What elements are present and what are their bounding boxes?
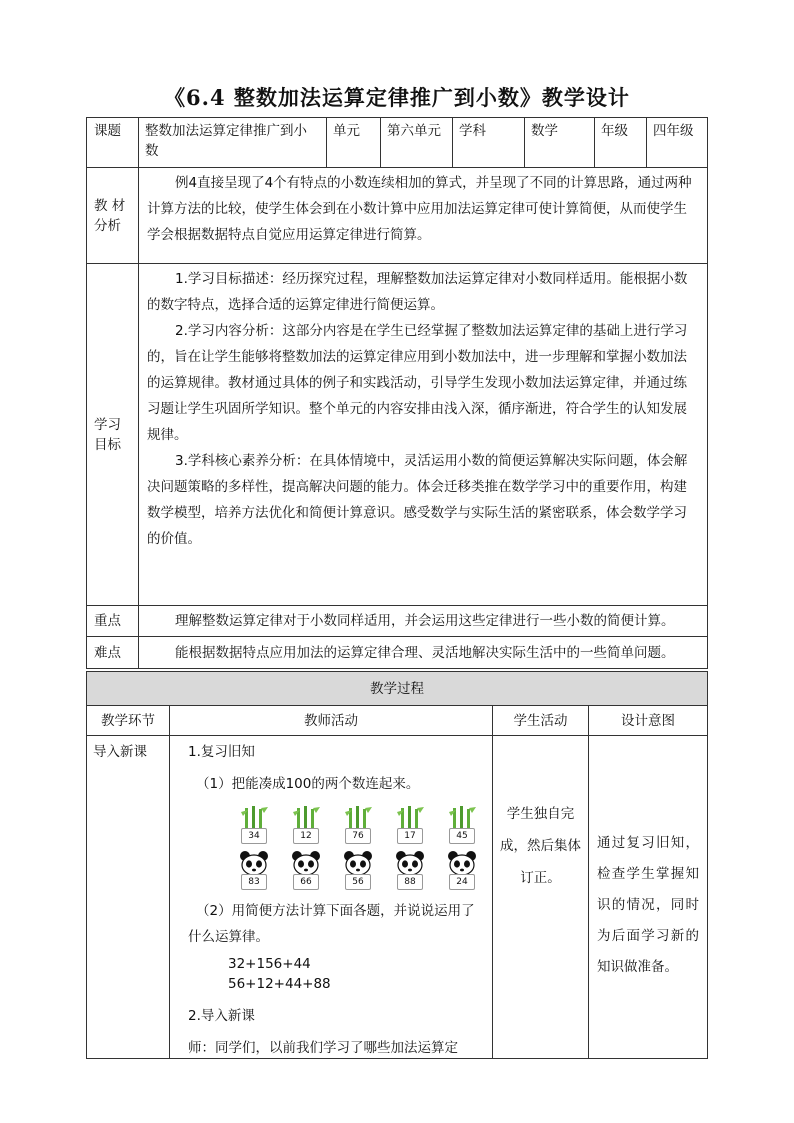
- intro-heading: 2.导入新课: [188, 1008, 255, 1024]
- bamboo-icon: [447, 806, 477, 830]
- col-stage: 教学环节: [87, 706, 170, 736]
- process-header: 教学过程: [87, 672, 708, 706]
- panda-icon: [395, 850, 425, 876]
- bamboo-number: 34: [241, 828, 267, 844]
- panda-card: [286, 850, 326, 890]
- panda-icon: [239, 850, 269, 876]
- task-2: （2）用简便方法计算下面各题，并说说运用了什么运算律。: [188, 903, 475, 945]
- panda-card: [390, 850, 430, 890]
- topic-value: 整数加法运算定律推广到小数: [139, 118, 327, 168]
- difficulty-label: 难点: [87, 637, 139, 669]
- key-point-label: 重点: [87, 606, 139, 637]
- panda-row: [228, 850, 488, 890]
- col-student: 学生活动: [493, 706, 589, 736]
- goals-paragraph-1: 1.学习目标描述：经历探究过程，理解整数加法运算定律对小数同样适用。能根据小数的数字特点，选择合适的运算定律进行简便运算。: [147, 271, 688, 313]
- bamboo-card: [390, 806, 430, 844]
- textbook-label: 教 材 分析: [87, 168, 139, 264]
- subject-label: 学科: [453, 118, 525, 168]
- expressions: [188, 954, 484, 994]
- subject-value: 数学: [525, 118, 595, 168]
- bamboo-icon: [239, 806, 269, 830]
- expression-2: 56+12+44+88: [228, 976, 331, 992]
- col-teacher: 教师活动: [170, 706, 493, 736]
- teacher-question: 师：同学们，以前我们学习了哪些加法运算定: [188, 1040, 458, 1056]
- unit-value: 第六单元: [381, 118, 453, 168]
- bamboo-row: [228, 806, 488, 844]
- bamboo-icon: [395, 806, 425, 830]
- difficulty-text: 能根据数据特点应用加法的运算定律合理、灵活地解决实际生活中的一些简单问题。: [139, 637, 708, 669]
- panda-number: 66: [293, 874, 319, 890]
- teacher-activity: [170, 736, 493, 1059]
- panda-icon: [291, 850, 321, 876]
- panda-number: 24: [449, 874, 475, 890]
- panda-icon: [343, 850, 373, 876]
- unit-label: 单元: [327, 118, 381, 168]
- panda-number: 83: [241, 874, 267, 890]
- key-point-text: 理解整数运算定律对于小数同样适用，并会运用这些定律进行一些小数的简便计算。: [139, 606, 708, 637]
- design-intent: 通过复习旧知，检查学生掌握知识的情况，同时为后面学习新的知识做准备。: [589, 736, 708, 1059]
- panda-card: [234, 850, 274, 890]
- panda-card: [442, 850, 482, 890]
- goals-paragraph-2: 2.学习内容分析：这部分内容是在学生已经掌握了整数加法运算定律的基础上进行学习的，旨在让学生能够将整数加法的运算定律应用到小数加法中，进一步理解和掌握小数加法的运算规律。教材通过具体的例子和实践活动，引导学生发现小数加法运算定律，并通过练习题让学生巩固所学知识。整个单元的内容安排由浅入深，循序渐进，符合学生的认知发展规律。: [147, 323, 688, 443]
- bamboo-icon: [291, 806, 321, 830]
- review-heading: 1.复习旧知: [188, 744, 255, 760]
- panda-icon: [447, 850, 477, 876]
- goals-content: [139, 264, 708, 606]
- bamboo-number: 17: [397, 828, 423, 844]
- textbook-analysis: 例4直接呈现了4个有特点的小数连续相加的算式，并呈现了不同的计算思路，通过两种计算方法的比较，使学生体会到在小数计算中应用加法运算定律可使计算简便，从而使学生学会根据数据特点自觉应用运算定律进行简算。: [139, 168, 708, 264]
- grade-value: 四年级: [647, 118, 708, 168]
- bamboo-number: 76: [345, 828, 371, 844]
- page-title: 《6.4 整数加法运算定律推广到小数》教学设计: [164, 85, 630, 110]
- topic-label: 课题: [87, 118, 139, 168]
- goals-paragraph-3: 3.学科核心素养分析：在具体情境中，灵活运用小数的简便运算解决实际问题，体会解决问题策略的多样性，提高解决问题的能力。体会迁移类推在数学学习中的重要作用，构建数学模型，培养方法优化和简便计算意识。感受数学与实际生活的紧密联系，体会数学学习的价值。: [147, 453, 688, 547]
- info-table: [86, 117, 708, 669]
- bamboo-icon: [343, 806, 373, 830]
- grade-label: 年级: [595, 118, 647, 168]
- bamboo-number: 12: [293, 828, 319, 844]
- student-activity: 学生独自完成，然后集体订正。: [493, 736, 589, 1059]
- bamboo-card: [442, 806, 482, 844]
- panda-number: 88: [397, 874, 423, 890]
- bamboo-card: [338, 806, 378, 844]
- expression-1: 32+156+44: [228, 956, 311, 972]
- bamboo-card: [234, 806, 274, 844]
- col-design: 设计意图: [589, 706, 708, 736]
- process-table: [86, 671, 708, 1059]
- bamboo-card: [286, 806, 326, 844]
- bamboo-number: 45: [449, 828, 475, 844]
- panda-card: [338, 850, 378, 890]
- task-1: （1）把能凑成100的两个数连起来。: [196, 776, 420, 792]
- stage-cell: 导入新课: [87, 736, 170, 1059]
- goals-label: 学习 目标: [87, 264, 139, 606]
- panda-number: 56: [345, 874, 371, 890]
